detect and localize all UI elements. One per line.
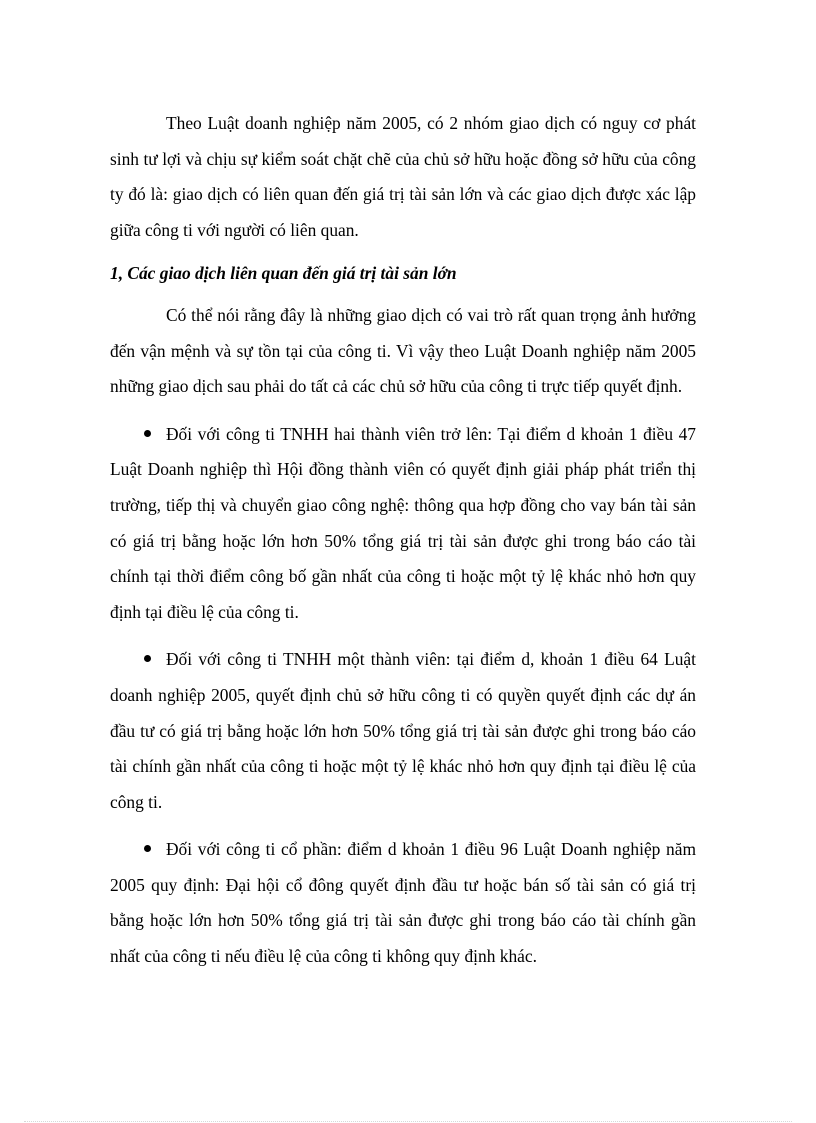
- section-heading: 1, Các giao dịch liên quan đến giá trị tài sản lớn: [110, 263, 457, 284]
- bullet-icon: [144, 430, 151, 437]
- document-body: [110, 106, 696, 987]
- list-item: [110, 642, 696, 820]
- bullet-icon: [144, 655, 151, 662]
- bullet-list: [110, 417, 696, 975]
- list-item: [110, 832, 696, 974]
- list-item-text: Đối với công ti TNHH hai thành viên trở lên: Tại điểm d khoản 1 điều 47 Luật Doanh nghiệp thì Hội đồng thành viên có quyết định giải pháp phát triển thị trường, tiếp thị và chuyển giao công nghệ: thông qua hợp đồng cho vay bán tài sản có giá trị bằng hoặc lớn hơn 50% tổng giá trị tài sản được ghi trong báo cáo tài chính tại thời điểm công bố gần nhất của công ti hoặc một tỷ lệ khác nhỏ hơn quy định tại điều lệ của công ti.: [110, 423, 696, 622]
- list-item-text: Đối với công ti TNHH một thành viên: tại điểm d, khoản 1 điều 64 Luật doanh nghiệp 2005, quyết định chủ sở hữu công ti có quyền quyết định các dự án đầu tư có giá trị bằng hoặc lớn hơn 50% tổng giá trị tài sản được ghi trong báo cáo tài chính gần nhất của công ti hoặc một tỷ lệ khác nhỏ hơn quy định tại điều lệ của công ti.: [110, 649, 696, 812]
- page-bottom-divider: [24, 1121, 792, 1122]
- paragraph-section-intro: Có thể nói rằng đây là những giao dịch có vai trò rất quan trọng ảnh hưởng đến vận mệnh và sự tồn tại của công ti. Vì vậy theo Luật Doanh nghiệp năm 2005 những giao dịch sau phải do tất cả các chủ sở hữu của công ti trực tiếp quyết định.: [110, 304, 696, 397]
- list-item: [110, 417, 696, 631]
- bullet-icon: [144, 845, 151, 852]
- paragraph-intro: Theo Luật doanh nghiệp năm 2005, có 2 nhóm giao dịch có nguy cơ phát sinh tư lợi và chịu sự kiểm soát chặt chẽ của chủ sở hữu hoặc đồng sở hữu của công ty đó là: giao dịch có liên quan đến giá trị tài sản lớn và các giao dịch được xác lập giữa công ti với người có liên quan.: [110, 113, 696, 240]
- list-item-text: Đối với công ti cổ phần: điểm d khoản 1 điều 96 Luật Doanh nghiệp năm 2005 quy định: Đại hội cổ đông quyết định đầu tư hoặc bán số tài sản có giá trị bằng hoặc lớn hơn 50% tổng giá trị tài sản được ghi trong báo cáo tài chính gần nhất của công ti nếu điều lệ của công ti không quy định khác.: [110, 839, 696, 967]
